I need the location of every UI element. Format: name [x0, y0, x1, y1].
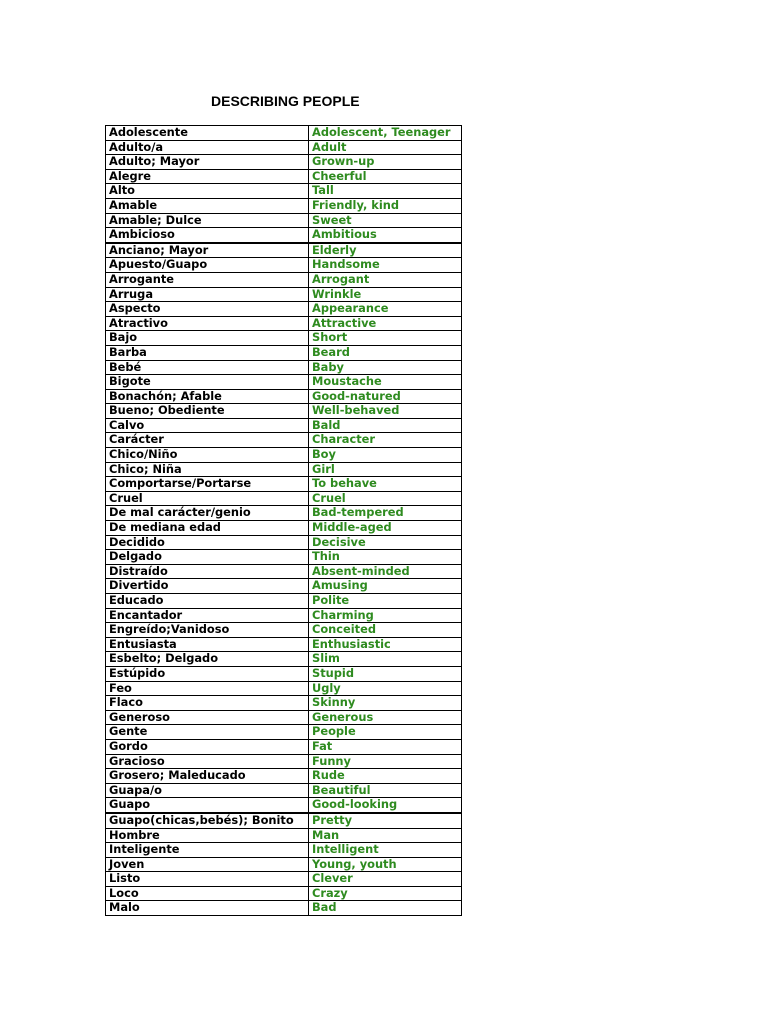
spanish-term: Joven — [106, 857, 309, 872]
english-translation: Short — [309, 331, 462, 346]
table-row — [106, 258, 462, 273]
table-row — [106, 666, 462, 681]
english-translation: Intelligent — [309, 843, 462, 858]
spanish-term: De mal carácter/genio — [106, 506, 309, 521]
table-row — [106, 418, 462, 433]
spanish-term: Listo — [106, 872, 309, 887]
english-translation: Fat — [309, 739, 462, 754]
table-row — [106, 623, 462, 638]
table-row — [106, 316, 462, 331]
english-translation: Appearance — [309, 302, 462, 317]
table-row — [106, 637, 462, 652]
english-translation: Attractive — [309, 316, 462, 331]
table-row — [106, 491, 462, 506]
english-translation: Wrinkle — [309, 287, 462, 302]
spanish-term: Anciano; Mayor — [106, 243, 309, 258]
table-row — [106, 696, 462, 711]
vocabulary-table — [105, 125, 462, 916]
english-translation: Good-natured — [309, 389, 462, 404]
english-translation: Adult — [309, 140, 462, 155]
table-row — [106, 857, 462, 872]
table-row — [106, 243, 462, 258]
english-translation: Funny — [309, 754, 462, 769]
english-translation: Well-behaved — [309, 404, 462, 419]
table-row — [106, 813, 462, 828]
spanish-term: Arrogante — [106, 272, 309, 287]
table-row — [106, 272, 462, 287]
vocabulary-table-body — [106, 126, 462, 916]
page-title: DESCRIBING PEOPLE — [211, 93, 360, 109]
table-row — [106, 360, 462, 375]
table-row — [106, 608, 462, 623]
table-row — [106, 331, 462, 346]
spanish-term: Flaco — [106, 696, 309, 711]
spanish-term: Decidido — [106, 535, 309, 550]
spanish-term: Inteligente — [106, 843, 309, 858]
table-row — [106, 213, 462, 228]
spanish-term: Cruel — [106, 491, 309, 506]
english-translation: Moustache — [309, 375, 462, 390]
english-translation: Bad — [309, 901, 462, 916]
english-translation: Slim — [309, 652, 462, 667]
spanish-term: Atractivo — [106, 316, 309, 331]
english-translation: Grown-up — [309, 155, 462, 170]
spanish-term: Gracioso — [106, 754, 309, 769]
english-translation: Man — [309, 828, 462, 843]
english-translation: Ugly — [309, 681, 462, 696]
english-translation: Bald — [309, 418, 462, 433]
spanish-term: Bajo — [106, 331, 309, 346]
spanish-term: Comportarse/Portarse — [106, 477, 309, 492]
spanish-term: Bebé — [106, 360, 309, 375]
table-row — [106, 681, 462, 696]
english-translation: Beautiful — [309, 783, 462, 798]
english-translation: Girl — [309, 462, 462, 477]
table-row — [106, 287, 462, 302]
spanish-term: Delgado — [106, 550, 309, 565]
table-row — [106, 433, 462, 448]
english-translation: Pretty — [309, 813, 462, 828]
table-row — [106, 783, 462, 798]
table-row — [106, 872, 462, 887]
table-row — [106, 564, 462, 579]
english-translation: Stupid — [309, 666, 462, 681]
english-translation: Handsome — [309, 258, 462, 273]
table-row — [106, 769, 462, 784]
spanish-term: De mediana edad — [106, 521, 309, 536]
table-row — [106, 798, 462, 813]
english-translation: Amusing — [309, 579, 462, 594]
english-translation: Baby — [309, 360, 462, 375]
spanish-term: Guapa/o — [106, 783, 309, 798]
english-translation: Bad-tempered — [309, 506, 462, 521]
english-translation: Clever — [309, 872, 462, 887]
spanish-term: Aspecto — [106, 302, 309, 317]
spanish-term: Generoso — [106, 710, 309, 725]
english-translation: To behave — [309, 477, 462, 492]
english-translation: Generous — [309, 710, 462, 725]
spanish-term: Hombre — [106, 828, 309, 843]
spanish-term: Bonachón; Afable — [106, 389, 309, 404]
spanish-term: Barba — [106, 345, 309, 360]
english-translation: Absent-minded — [309, 564, 462, 579]
spanish-term: Guapo — [106, 798, 309, 813]
table-row — [106, 843, 462, 858]
english-translation: Young, youth — [309, 857, 462, 872]
english-translation: People — [309, 725, 462, 740]
table-row — [106, 126, 462, 141]
spanish-term: Grosero; Maleducado — [106, 769, 309, 784]
spanish-term: Divertido — [106, 579, 309, 594]
english-translation: Elderly — [309, 243, 462, 258]
table-row — [106, 404, 462, 419]
english-translation: Rude — [309, 769, 462, 784]
english-translation: Character — [309, 433, 462, 448]
spanish-term: Bueno; Obediente — [106, 404, 309, 419]
spanish-term: Chico/Niño — [106, 448, 309, 463]
spanish-term: Arruga — [106, 287, 309, 302]
table-row — [106, 710, 462, 725]
table-row — [106, 228, 462, 243]
table-row — [106, 535, 462, 550]
table-row — [106, 550, 462, 565]
spanish-term: Encantador — [106, 608, 309, 623]
table-row — [106, 155, 462, 170]
english-translation: Ambitious — [309, 228, 462, 243]
table-row — [106, 184, 462, 199]
spanish-term: Malo — [106, 901, 309, 916]
english-translation: Beard — [309, 345, 462, 360]
english-translation: Arrogant — [309, 272, 462, 287]
english-translation: Friendly, kind — [309, 198, 462, 213]
spanish-term: Guapo(chicas,bebés); Bonito — [106, 813, 309, 828]
table-row — [106, 754, 462, 769]
table-row — [106, 448, 462, 463]
table-row — [106, 886, 462, 901]
spanish-term: Apuesto/Guapo — [106, 258, 309, 273]
table-row — [106, 169, 462, 184]
table-row — [106, 725, 462, 740]
table-row — [106, 462, 462, 477]
english-translation: Skinny — [309, 696, 462, 711]
english-translation: Thin — [309, 550, 462, 565]
english-translation: Polite — [309, 594, 462, 609]
table-row — [106, 198, 462, 213]
english-translation: Cruel — [309, 491, 462, 506]
english-translation: Good-looking — [309, 798, 462, 813]
spanish-term: Loco — [106, 886, 309, 901]
english-translation: Conceited — [309, 623, 462, 638]
table-row — [106, 506, 462, 521]
english-translation: Charming — [309, 608, 462, 623]
english-translation: Enthusiastic — [309, 637, 462, 652]
english-translation: Cheerful — [309, 169, 462, 184]
table-row — [106, 901, 462, 916]
english-translation: Decisive — [309, 535, 462, 550]
spanish-term: Estúpido — [106, 666, 309, 681]
table-row — [106, 579, 462, 594]
spanish-term: Distraído — [106, 564, 309, 579]
table-row — [106, 652, 462, 667]
spanish-term: Educado — [106, 594, 309, 609]
english-translation: Adolescent, Teenager — [309, 126, 462, 141]
spanish-term: Chico; Niña — [106, 462, 309, 477]
table-row — [106, 345, 462, 360]
spanish-term: Amable; Dulce — [106, 213, 309, 228]
table-row — [106, 828, 462, 843]
english-translation: Boy — [309, 448, 462, 463]
spanish-term: Feo — [106, 681, 309, 696]
spanish-term: Ambicioso — [106, 228, 309, 243]
spanish-term: Alto — [106, 184, 309, 199]
spanish-term: Amable — [106, 198, 309, 213]
english-translation: Sweet — [309, 213, 462, 228]
table-row — [106, 521, 462, 536]
english-translation: Middle-aged — [309, 521, 462, 536]
english-translation: Crazy — [309, 886, 462, 901]
spanish-term: Adulto/a — [106, 140, 309, 155]
spanish-term: Bigote — [106, 375, 309, 390]
spanish-term: Alegre — [106, 169, 309, 184]
spanish-term: Engreído;Vanidoso — [106, 623, 309, 638]
spanish-term: Entusiasta — [106, 637, 309, 652]
table-row — [106, 389, 462, 404]
spanish-term: Adulto; Mayor — [106, 155, 309, 170]
spanish-term: Calvo — [106, 418, 309, 433]
table-row — [106, 375, 462, 390]
spanish-term: Adolescente — [106, 126, 309, 141]
table-row — [106, 477, 462, 492]
spanish-term: Gordo — [106, 739, 309, 754]
table-row — [106, 739, 462, 754]
spanish-term: Carácter — [106, 433, 309, 448]
table-row — [106, 302, 462, 317]
table-row — [106, 594, 462, 609]
english-translation: Tall — [309, 184, 462, 199]
spanish-term: Gente — [106, 725, 309, 740]
spanish-term: Esbelto; Delgado — [106, 652, 309, 667]
table-row — [106, 140, 462, 155]
